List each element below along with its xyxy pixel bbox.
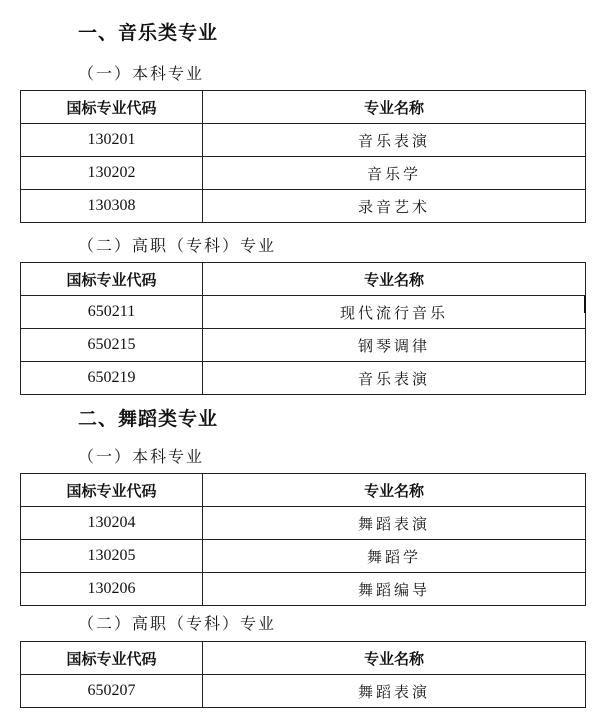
table-row bbox=[21, 675, 586, 708]
major-name-cell: 舞蹈学 bbox=[203, 540, 586, 573]
subheading-music-vocational: （二）高职（专科）专业 bbox=[78, 236, 277, 255]
dance-undergraduate-table bbox=[20, 473, 586, 606]
section-heading-music: 一、音乐类专业 bbox=[78, 22, 219, 44]
column-header-name: 专业名称 bbox=[203, 642, 586, 675]
column-header-code: 国标专业代码 bbox=[21, 263, 203, 296]
table-row bbox=[21, 329, 586, 362]
major-code-cell: 130308 bbox=[21, 190, 203, 223]
major-name-cell: 现代流行音乐 bbox=[203, 296, 586, 329]
major-name-cell: 音乐表演 bbox=[203, 124, 586, 157]
table-row bbox=[21, 190, 586, 223]
major-code-cell: 650207 bbox=[21, 675, 203, 708]
music-vocational-table bbox=[20, 262, 586, 395]
table-row bbox=[21, 296, 586, 329]
column-header-code: 国标专业代码 bbox=[21, 474, 203, 507]
table-header-row bbox=[21, 91, 586, 124]
table-header-row bbox=[21, 263, 586, 296]
table-header-row bbox=[21, 474, 586, 507]
column-header-name: 专业名称 bbox=[203, 91, 586, 124]
major-code-cell: 650215 bbox=[21, 329, 203, 362]
table-header-row bbox=[21, 642, 586, 675]
major-name-cell: 录音艺术 bbox=[203, 190, 586, 223]
column-header-code: 国标专业代码 bbox=[21, 91, 203, 124]
subheading-music-undergraduate: （一）本科专业 bbox=[78, 64, 205, 83]
table-row bbox=[21, 124, 586, 157]
major-name-cell: 音乐表演 bbox=[203, 362, 586, 395]
major-name-cell: 舞蹈表演 bbox=[203, 675, 586, 708]
table-row bbox=[21, 573, 586, 606]
major-code-cell: 130205 bbox=[21, 540, 203, 573]
dance-vocational-table bbox=[20, 641, 586, 708]
table-row bbox=[21, 362, 586, 395]
table-row bbox=[21, 157, 586, 190]
major-code-cell: 650219 bbox=[21, 362, 203, 395]
major-name-cell: 舞蹈编导 bbox=[203, 573, 586, 606]
subheading-dance-undergraduate: （一）本科专业 bbox=[78, 447, 205, 466]
major-code-cell: 130201 bbox=[21, 124, 203, 157]
major-code-cell: 650211 bbox=[21, 296, 203, 329]
major-code-cell: 130204 bbox=[21, 507, 203, 540]
major-name-cell: 钢琴调律 bbox=[203, 329, 586, 362]
column-header-name: 专业名称 bbox=[203, 263, 586, 296]
table-row bbox=[21, 540, 586, 573]
major-code-cell: 130206 bbox=[21, 573, 203, 606]
major-name-cell: 音乐学 bbox=[203, 157, 586, 190]
table-row bbox=[21, 507, 586, 540]
subheading-dance-vocational: （二）高职（专科）专业 bbox=[78, 614, 277, 633]
section-heading-dance: 二、舞蹈类专业 bbox=[78, 408, 219, 430]
column-header-name: 专业名称 bbox=[203, 474, 586, 507]
text-cursor bbox=[584, 296, 586, 313]
music-undergraduate-table bbox=[20, 90, 586, 223]
column-header-code: 国标专业代码 bbox=[21, 642, 203, 675]
major-code-cell: 130202 bbox=[21, 157, 203, 190]
major-name-cell: 舞蹈表演 bbox=[203, 507, 586, 540]
